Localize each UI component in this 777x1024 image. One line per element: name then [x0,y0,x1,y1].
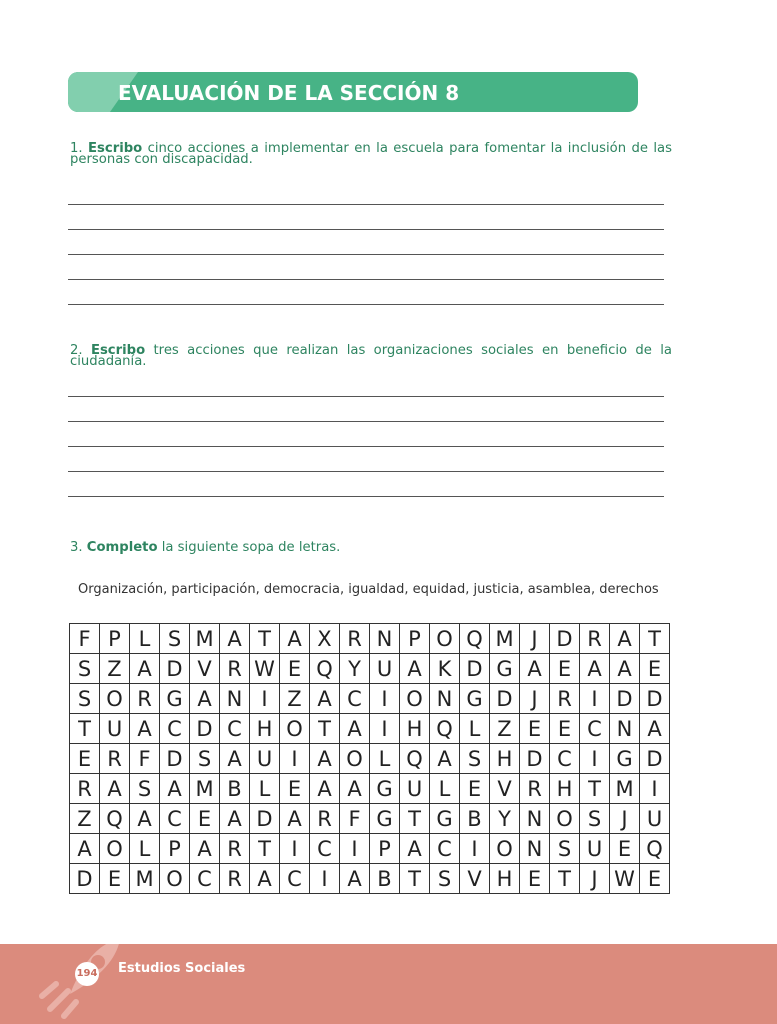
grid-cell[interactable]: N [430,684,460,714]
answer-line-1-5[interactable] [68,304,664,305]
grid-cell[interactable]: I [580,684,610,714]
grid-cell[interactable]: I [280,744,310,774]
grid-cell[interactable]: A [130,714,160,744]
grid-cell[interactable]: A [160,774,190,804]
grid-cell[interactable]: C [340,684,370,714]
grid-cell[interactable]: C [220,714,250,744]
grid-cell[interactable]: I [250,684,280,714]
answer-line-2-2[interactable] [68,421,664,422]
grid-cell[interactable]: E [640,654,670,684]
grid-cell[interactable]: R [520,774,550,804]
grid-cell[interactable]: O [430,624,460,654]
grid-cell[interactable]: I [370,714,400,744]
grid-cell[interactable]: P [400,624,430,654]
grid-cell[interactable]: M [190,774,220,804]
grid-cell[interactable]: I [310,864,340,894]
grid-cell[interactable]: J [610,804,640,834]
grid-cell[interactable]: D [250,804,280,834]
question-3-verb: Completo [86,540,158,555]
grid-cell[interactable]: G [490,654,520,684]
grid-cell[interactable]: Z [280,684,310,714]
grid-cell[interactable]: A [310,744,340,774]
grid-cell[interactable]: N [370,624,400,654]
question-3-text: la siguiente sopa de letras. [161,540,341,555]
answer-line-1-4[interactable] [68,279,664,280]
grid-cell[interactable]: D [160,744,190,774]
grid-cell[interactable]: A [220,804,250,834]
grid-cell[interactable]: S [430,864,460,894]
grid-cell[interactable]: P [100,624,130,654]
grid-cell[interactable]: I [640,774,670,804]
grid-cell[interactable]: P [370,834,400,864]
grid-cell[interactable]: L [460,714,490,744]
grid-cell[interactable]: C [160,714,190,744]
grid-cell[interactable]: A [280,624,310,654]
grid-cell[interactable]: D [640,684,670,714]
grid-cell[interactable]: T [250,624,280,654]
grid-cell[interactable]: E [460,774,490,804]
grid-cell[interactable]: D [640,744,670,774]
grid-cell[interactable]: J [520,624,550,654]
grid-cell[interactable]: A [430,744,460,774]
answer-line-1-1[interactable] [68,204,664,205]
grid-cell[interactable]: E [640,864,670,894]
grid-cell[interactable]: R [220,654,250,684]
grid-cell[interactable]: H [550,774,580,804]
grid-cell[interactable]: Q [460,624,490,654]
grid-cell[interactable]: S [70,654,100,684]
grid-cell[interactable]: D [190,714,220,744]
subject-label: Estudios Sociales [118,961,246,976]
grid-cell[interactable]: A [190,684,220,714]
grid-cell[interactable]: R [220,834,250,864]
grid-cell[interactable]: O [400,684,430,714]
grid-cell[interactable]: S [160,624,190,654]
grid-cell[interactable]: U [400,774,430,804]
grid-cell[interactable]: D [610,684,640,714]
grid-cell[interactable]: L [130,624,160,654]
question-1-number: 1. [70,141,83,156]
grid-cell[interactable]: E [190,804,220,834]
grid-cell[interactable]: M [130,864,160,894]
grid-cell[interactable]: S [580,804,610,834]
question-3-number: 3. [70,540,83,555]
grid-cell[interactable]: L [370,744,400,774]
question-3 [70,542,672,553]
grid-cell[interactable]: H [490,864,520,894]
grid-cell[interactable]: L [130,834,160,864]
grid-cell[interactable]: G [430,804,460,834]
grid-cell[interactable]: H [400,714,430,744]
grid-cell[interactable]: M [490,624,520,654]
grid-cell[interactable]: E [550,714,580,744]
grid-cell[interactable]: V [490,774,520,804]
grid-cell[interactable]: D [520,744,550,774]
grid-cell[interactable]: S [190,744,220,774]
grid-cell[interactable]: C [580,714,610,744]
grid-cell[interactable]: V [190,654,220,684]
grid-cell[interactable]: R [340,624,370,654]
grid-cell[interactable]: E [610,834,640,864]
grid-cell[interactable]: R [70,774,100,804]
grid-cell[interactable]: R [550,684,580,714]
grid-cell[interactable]: T [70,714,100,744]
question-1 [70,143,672,165]
grid-cell[interactable]: A [220,744,250,774]
grid-cell[interactable]: Y [490,804,520,834]
grid-cell[interactable]: I [280,834,310,864]
grid-cell[interactable]: Q [310,654,340,684]
question-1-verb: Escribo [88,141,143,156]
grid-cell[interactable]: C [160,804,190,834]
grid-cell[interactable]: U [580,834,610,864]
grid-cell[interactable]: A [640,714,670,744]
grid-cell[interactable]: C [190,864,220,894]
grid-cell[interactable]: I [370,684,400,714]
grid-cell[interactable]: O [280,714,310,744]
grid-cell[interactable]: C [310,834,340,864]
grid-cell[interactable]: A [610,624,640,654]
grid-cell[interactable]: F [130,744,160,774]
rocket-icon [20,944,130,1024]
grid-cell[interactable]: R [100,744,130,774]
question-2-text: tres acciones que realizan las organizaciones sociales en beneficio de la ciudadanía. [70,343,672,369]
grid-cell[interactable]: A [610,654,640,684]
grid-cell[interactable]: Q [400,744,430,774]
grid-cell[interactable]: Q [640,834,670,864]
grid-cell[interactable]: B [220,774,250,804]
grid-cell[interactable]: N [610,714,640,744]
grid-cell[interactable]: G [460,684,490,714]
grid-cell[interactable]: I [580,744,610,774]
grid-cell[interactable]: Y [340,654,370,684]
grid-cell[interactable]: R [220,864,250,894]
grid-cell[interactable]: T [310,714,340,744]
grid-cell[interactable]: W [250,654,280,684]
grid-cell[interactable]: Q [100,804,130,834]
word-search-grid [69,623,670,894]
grid-cell[interactable]: S [130,774,160,804]
grid-cell[interactable]: B [460,804,490,834]
grid-cell[interactable]: E [280,654,310,684]
answer-line-2-4[interactable] [68,471,664,472]
grid-cell[interactable]: J [580,864,610,894]
grid-cell[interactable]: A [130,804,160,834]
grid-cell[interactable]: T [640,624,670,654]
grid-cell[interactable]: A [310,684,340,714]
grid-cell[interactable]: D [550,624,580,654]
grid-cell[interactable]: A [280,804,310,834]
page-footer [0,944,777,1024]
grid-cell[interactable]: S [550,834,580,864]
grid-cell[interactable]: A [220,624,250,654]
grid-cell[interactable]: A [520,654,550,684]
grid-cell[interactable]: O [100,684,130,714]
grid-cell[interactable]: L [250,774,280,804]
answer-line-2-5[interactable] [68,496,664,497]
grid-cell[interactable]: M [190,624,220,654]
grid-cell[interactable]: U [100,714,130,744]
answer-line-2-1[interactable] [68,396,664,397]
grid-cell[interactable]: O [550,804,580,834]
grid-cell[interactable]: C [280,864,310,894]
question-2 [70,345,672,367]
question-2-number: 2. [70,343,83,358]
grid-cell[interactable]: Z [490,714,520,744]
answer-line-2-3[interactable] [68,446,664,447]
grid-cell[interactable]: N [520,804,550,834]
grid-cell[interactable]: G [370,804,400,834]
grid-cell[interactable]: T [250,834,280,864]
grid-cell[interactable]: D [160,654,190,684]
grid-cell[interactable]: R [580,624,610,654]
grid-cell[interactable]: P [160,834,190,864]
grid-cell[interactable]: O [100,834,130,864]
grid-cell[interactable]: K [430,654,460,684]
grid-cell[interactable]: L [430,774,460,804]
grid-cell[interactable]: U [250,744,280,774]
grid-cell[interactable]: Z [70,804,100,834]
grid-cell[interactable]: A [70,834,100,864]
grid-cell[interactable]: V [460,864,490,894]
grid-cell[interactable]: O [490,834,520,864]
grid-cell[interactable]: Q [430,714,460,744]
grid-cell[interactable]: O [340,744,370,774]
grid-cell[interactable]: T [400,804,430,834]
word-list: Organización, participación, democracia, igualdad, equidad, justicia, asamblea, derechos [78,582,659,597]
grid-cell[interactable]: G [160,684,190,714]
grid-cell[interactable]: D [70,864,100,894]
grid-cell[interactable]: A [130,654,160,684]
grid-cell[interactable]: W [610,864,640,894]
grid-cell[interactable]: T [400,864,430,894]
grid-cell[interactable]: S [460,744,490,774]
grid-cell[interactable]: U [640,804,670,834]
section-title: EVALUACIÓN DE LA SECCIÓN 8 [118,81,460,105]
answer-line-1-3[interactable] [68,254,664,255]
grid-cell[interactable]: N [520,834,550,864]
grid-cell[interactable]: J [520,684,550,714]
grid-cell[interactable]: C [430,834,460,864]
grid-cell[interactable]: Z [100,654,130,684]
grid-cell[interactable]: A [340,714,370,744]
page-number: 194 [75,962,99,986]
grid-cell[interactable]: E [100,864,130,894]
grid-cell[interactable]: N [220,684,250,714]
grid-cell[interactable]: S [70,684,100,714]
answer-line-1-2[interactable] [68,229,664,230]
grid-cell[interactable]: U [370,654,400,684]
grid-cell[interactable]: R [310,804,340,834]
grid-cell[interactable]: B [370,864,400,894]
grid-cell[interactable]: A [190,834,220,864]
grid-cell[interactable]: E [550,654,580,684]
grid-cell[interactable]: H [250,714,280,744]
grid-cell[interactable]: O [160,864,190,894]
grid-cell[interactable]: F [340,804,370,834]
grid-cell[interactable]: G [370,774,400,804]
grid-cell[interactable]: I [460,834,490,864]
grid-cell[interactable]: E [70,744,100,774]
question-2-verb: Escribo [90,343,146,358]
grid-cell[interactable]: A [340,864,370,894]
grid-cell[interactable]: H [490,744,520,774]
grid-cell[interactable]: T [550,864,580,894]
grid-cell[interactable]: A [580,654,610,684]
grid-cell[interactable]: A [250,864,280,894]
grid-cell[interactable]: A [400,654,430,684]
grid-cell[interactable]: C [550,744,580,774]
section-header [68,72,638,112]
grid-cell[interactable]: I [340,834,370,864]
grid-cell[interactable]: E [520,714,550,744]
grid-cell[interactable]: F [70,624,100,654]
question-1-text: cinco acciones a implementar en la escuela para fomentar la inclusión de las personas con discapacidad. [70,141,672,167]
grid-cell[interactable]: R [130,684,160,714]
grid-cell[interactable]: A [340,774,370,804]
grid-cell[interactable]: A [400,834,430,864]
grid-cell[interactable]: A [100,774,130,804]
grid-cell[interactable]: E [280,774,310,804]
grid-cell[interactable]: D [460,654,490,684]
grid-cell[interactable]: M [610,774,640,804]
grid-cell[interactable]: D [490,684,520,714]
grid-cell[interactable]: A [310,774,340,804]
grid-cell[interactable]: X [310,624,340,654]
grid-cell[interactable]: E [520,864,550,894]
grid-cell[interactable]: T [580,774,610,804]
grid-cell[interactable]: G [610,744,640,774]
